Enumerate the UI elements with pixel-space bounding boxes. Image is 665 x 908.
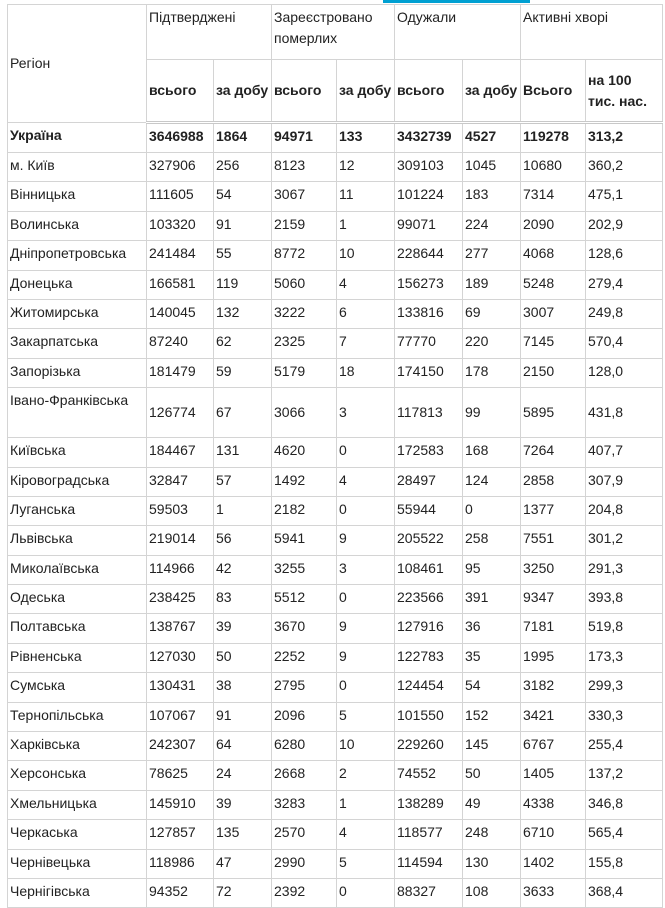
- cell-recovered-day: 35: [463, 643, 521, 672]
- cell-confirmed-total: 219014: [147, 526, 214, 555]
- cell-active-total: 7264: [521, 438, 586, 467]
- cell-recovered-total: 174150: [395, 358, 463, 387]
- header-confirmed-day: за добу: [214, 60, 272, 123]
- cell-confirmed-day: 1864: [214, 123, 272, 153]
- cell-confirmed-total: 238425: [147, 585, 214, 614]
- cell-region: Одеська: [8, 585, 147, 614]
- header-recovered: Одужали: [395, 5, 521, 60]
- cell-region: Львівська: [8, 526, 147, 555]
- cell-recovered-day: 95: [463, 555, 521, 584]
- cell-active-per100k: 155,8: [586, 849, 663, 878]
- cell-active-total: 2090: [521, 211, 586, 240]
- cell-deaths-total: 2392: [272, 878, 337, 907]
- cell-deaths-total: 5179: [272, 358, 337, 387]
- table-row: [8, 388, 663, 438]
- cell-confirmed-day: 38: [214, 673, 272, 702]
- cell-confirmed-total: 3646988: [147, 123, 214, 153]
- cell-confirmed-day: 47: [214, 849, 272, 878]
- cell-confirmed-total: 32847: [147, 467, 214, 496]
- cell-deaths-day: 9: [337, 526, 395, 555]
- cell-deaths-total: 3283: [272, 790, 337, 819]
- cell-recovered-day: 183: [463, 182, 521, 211]
- cell-recovered-day: 124: [463, 467, 521, 496]
- cell-deaths-day: 3: [337, 555, 395, 584]
- cell-region: Вінницька: [8, 182, 147, 211]
- cell-region: Хмельницька: [8, 790, 147, 819]
- header-active-per100k: на 100 тис. нас.: [586, 60, 663, 123]
- cell-active-total: 3182: [521, 673, 586, 702]
- cell-active-per100k: 204,8: [586, 496, 663, 525]
- cell-deaths-total: 5512: [272, 585, 337, 614]
- cell-active-total: 3421: [521, 702, 586, 731]
- cell-deaths-day: 1: [337, 790, 395, 819]
- cell-region: Полтавська: [8, 614, 147, 643]
- cell-recovered-total: 205522: [395, 526, 463, 555]
- cell-active-total: 7314: [521, 182, 586, 211]
- cell-recovered-total: 122783: [395, 643, 463, 672]
- header-confirmed: Підтверджені: [147, 5, 272, 60]
- cell-confirmed-total: 140045: [147, 299, 214, 328]
- table-row: [8, 585, 663, 614]
- cell-active-per100k: 368,4: [586, 878, 663, 907]
- cell-deaths-day: 0: [337, 878, 395, 907]
- cell-confirmed-total: 242307: [147, 732, 214, 761]
- cell-region: Кіровоградська: [8, 467, 147, 496]
- cell-active-total: 2858: [521, 467, 586, 496]
- cell-deaths-day: 0: [337, 585, 395, 614]
- cell-confirmed-total: 127030: [147, 643, 214, 672]
- cell-active-total: 2150: [521, 358, 586, 387]
- cell-deaths-total: 2252: [272, 643, 337, 672]
- table-row: [8, 878, 663, 907]
- cell-recovered-day: 130: [463, 849, 521, 878]
- cell-recovered-total: 117813: [395, 388, 463, 438]
- cell-active-total: 7551: [521, 526, 586, 555]
- cell-active-per100k: 565,4: [586, 820, 663, 849]
- cell-confirmed-day: 1: [214, 496, 272, 525]
- cell-active-total: 5895: [521, 388, 586, 438]
- cell-deaths-day: 1: [337, 211, 395, 240]
- cell-deaths-day: 0: [337, 496, 395, 525]
- cell-confirmed-total: 138767: [147, 614, 214, 643]
- cell-active-per100k: 128,0: [586, 358, 663, 387]
- table-row: [8, 555, 663, 584]
- cell-recovered-day: 99: [463, 388, 521, 438]
- cell-deaths-total: 3670: [272, 614, 337, 643]
- cell-confirmed-day: 39: [214, 614, 272, 643]
- cell-recovered-day: 168: [463, 438, 521, 467]
- header-active: Активні хворі: [521, 5, 663, 60]
- cell-active-total: 1377: [521, 496, 586, 525]
- cell-confirmed-total: 126774: [147, 388, 214, 438]
- cell-confirmed-day: 62: [214, 329, 272, 358]
- cell-active-total: 119278: [521, 123, 586, 153]
- cell-confirmed-day: 135: [214, 820, 272, 849]
- header-deaths: Зареєстровано померлих: [272, 5, 395, 60]
- cell-recovered-total: 127916: [395, 614, 463, 643]
- cell-deaths-total: 3066: [272, 388, 337, 438]
- cell-region: Закарпатська: [8, 329, 147, 358]
- table-row: [8, 849, 663, 878]
- cell-region: Луганська: [8, 496, 147, 525]
- cell-recovered-total: 101550: [395, 702, 463, 731]
- cell-recovered-total: 88327: [395, 878, 463, 907]
- cell-active-per100k: 202,9: [586, 211, 663, 240]
- table-row: [8, 761, 663, 790]
- cell-confirmed-total: 111605: [147, 182, 214, 211]
- cell-active-per100k: 393,8: [586, 585, 663, 614]
- cell-recovered-total: 309103: [395, 153, 463, 182]
- cell-region: Донецька: [8, 270, 147, 299]
- cell-recovered-day: 258: [463, 526, 521, 555]
- cell-region: Україна: [8, 123, 147, 153]
- cell-confirmed-day: 59: [214, 358, 272, 387]
- cell-confirmed-day: 64: [214, 732, 272, 761]
- cell-recovered-day: 189: [463, 270, 521, 299]
- cell-active-total: 6710: [521, 820, 586, 849]
- cell-active-per100k: 330,3: [586, 702, 663, 731]
- cell-recovered-day: 224: [463, 211, 521, 240]
- cell-confirmed-day: 91: [214, 702, 272, 731]
- table-row: [8, 496, 663, 525]
- cell-active-total: 3007: [521, 299, 586, 328]
- table-row: [8, 270, 663, 299]
- cell-region: Київська: [8, 438, 147, 467]
- cell-recovered-day: 0: [463, 496, 521, 525]
- cell-deaths-total: 2570: [272, 820, 337, 849]
- cell-confirmed-day: 54: [214, 182, 272, 211]
- cell-deaths-day: 10: [337, 241, 395, 270]
- cell-region: Миколаївська: [8, 555, 147, 584]
- cell-active-total: 5248: [521, 270, 586, 299]
- cell-active-per100k: 291,3: [586, 555, 663, 584]
- cell-active-per100k: 301,2: [586, 526, 663, 555]
- cell-deaths-total: 4620: [272, 438, 337, 467]
- table-row: [8, 153, 663, 182]
- header-region: Регіон: [8, 5, 147, 123]
- cell-confirmed-total: 107067: [147, 702, 214, 731]
- cell-confirmed-day: 91: [214, 211, 272, 240]
- table-row: [8, 329, 663, 358]
- cell-active-total: 1405: [521, 761, 586, 790]
- cell-active-per100k: 570,4: [586, 329, 663, 358]
- cell-confirmed-total: 59503: [147, 496, 214, 525]
- cell-recovered-day: 49: [463, 790, 521, 819]
- cell-region: Запорізька: [8, 358, 147, 387]
- cell-recovered-day: 4527: [463, 123, 521, 153]
- cell-active-per100k: 407,7: [586, 438, 663, 467]
- cell-deaths-day: 9: [337, 643, 395, 672]
- cell-deaths-total: 2159: [272, 211, 337, 240]
- cell-recovered-day: 69: [463, 299, 521, 328]
- cell-confirmed-total: 130431: [147, 673, 214, 702]
- cell-deaths-total: 2182: [272, 496, 337, 525]
- cell-confirmed-total: 114966: [147, 555, 214, 584]
- header-deaths-total: всього: [272, 60, 337, 123]
- cell-confirmed-total: 241484: [147, 241, 214, 270]
- cell-deaths-total: 2668: [272, 761, 337, 790]
- cell-recovered-total: 28497: [395, 467, 463, 496]
- cell-confirmed-total: 87240: [147, 329, 214, 358]
- cell-recovered-total: 101224: [395, 182, 463, 211]
- cell-confirmed-day: 131: [214, 438, 272, 467]
- cell-confirmed-total: 145910: [147, 790, 214, 819]
- cell-confirmed-day: 57: [214, 467, 272, 496]
- cell-active-per100k: 279,4: [586, 270, 663, 299]
- cell-recovered-day: 54: [463, 673, 521, 702]
- table-body: [8, 153, 663, 908]
- cell-confirmed-total: 166581: [147, 270, 214, 299]
- cell-region: Дніпропетровська: [8, 241, 147, 270]
- cell-deaths-total: 3222: [272, 299, 337, 328]
- cell-recovered-total: 74552: [395, 761, 463, 790]
- cell-confirmed-day: 50: [214, 643, 272, 672]
- cell-active-per100k: 137,2: [586, 761, 663, 790]
- header-confirmed-total: всього: [147, 60, 214, 123]
- cell-deaths-total: 6280: [272, 732, 337, 761]
- cell-confirmed-day: 24: [214, 761, 272, 790]
- cell-recovered-total: 3432739: [395, 123, 463, 153]
- cell-recovered-total: 228644: [395, 241, 463, 270]
- cell-region: Волинська: [8, 211, 147, 240]
- cell-active-total: 10680: [521, 153, 586, 182]
- cell-recovered-total: 118577: [395, 820, 463, 849]
- cell-deaths-total: 2096: [272, 702, 337, 731]
- cell-deaths-day: 0: [337, 673, 395, 702]
- cell-active-per100k: 346,8: [586, 790, 663, 819]
- cell-active-per100k: 313,2: [586, 123, 663, 153]
- cell-recovered-total: 172583: [395, 438, 463, 467]
- cell-deaths-total: 8123: [272, 153, 337, 182]
- cell-confirmed-day: 56: [214, 526, 272, 555]
- cell-active-per100k: 128,6: [586, 241, 663, 270]
- cell-deaths-day: 6: [337, 299, 395, 328]
- cell-recovered-total: 223566: [395, 585, 463, 614]
- cell-active-total: 1995: [521, 643, 586, 672]
- cell-deaths-day: 7: [337, 329, 395, 358]
- cell-recovered-total: 156273: [395, 270, 463, 299]
- cell-active-total: 4338: [521, 790, 586, 819]
- cell-region: Івано-Франківська: [8, 388, 147, 438]
- cell-confirmed-total: 118986: [147, 849, 214, 878]
- cell-recovered-day: 152: [463, 702, 521, 731]
- table-row: [8, 241, 663, 270]
- table-row: [8, 820, 663, 849]
- cell-recovered-total: 138289: [395, 790, 463, 819]
- header-deaths-day: за добу: [337, 60, 395, 123]
- cell-confirmed-day: 55: [214, 241, 272, 270]
- cell-confirmed-day: 42: [214, 555, 272, 584]
- header-recovered-total: всього: [395, 60, 463, 123]
- table-row: [8, 182, 663, 211]
- cell-deaths-day: 5: [337, 849, 395, 878]
- table-row: [8, 438, 663, 467]
- cell-deaths-day: 9: [337, 614, 395, 643]
- cell-active-total: 3250: [521, 555, 586, 584]
- cell-deaths-total: 94971: [272, 123, 337, 153]
- cell-confirmed-day: 67: [214, 388, 272, 438]
- cell-deaths-day: 4: [337, 467, 395, 496]
- table-row: [8, 643, 663, 672]
- cell-region: Чернівецька: [8, 849, 147, 878]
- cell-deaths-day: 18: [337, 358, 395, 387]
- cell-active-per100k: 431,8: [586, 388, 663, 438]
- cell-deaths-day: 0: [337, 438, 395, 467]
- cell-confirmed-total: 327906: [147, 153, 214, 182]
- header-active-total: Всього: [521, 60, 586, 123]
- cell-confirmed-total: 127857: [147, 820, 214, 849]
- cell-recovered-total: 133816: [395, 299, 463, 328]
- table-row: [8, 526, 663, 555]
- cell-confirmed-day: 83: [214, 585, 272, 614]
- cell-confirmed-total: 103320: [147, 211, 214, 240]
- table-row: [8, 732, 663, 761]
- cell-active-per100k: 299,3: [586, 673, 663, 702]
- cell-region: Сумська: [8, 673, 147, 702]
- cell-recovered-day: 277: [463, 241, 521, 270]
- cell-recovered-day: 108: [463, 878, 521, 907]
- cell-region: Харківська: [8, 732, 147, 761]
- table-row: [8, 790, 663, 819]
- cell-confirmed-day: 256: [214, 153, 272, 182]
- cell-deaths-day: 4: [337, 820, 395, 849]
- cell-active-per100k: 475,1: [586, 182, 663, 211]
- cell-recovered-total: 229260: [395, 732, 463, 761]
- cell-region: Житомирська: [8, 299, 147, 328]
- cell-deaths-total: 8772: [272, 241, 337, 270]
- cell-confirmed-day: 39: [214, 790, 272, 819]
- cell-deaths-total: 3255: [272, 555, 337, 584]
- cell-active-per100k: 307,9: [586, 467, 663, 496]
- cell-region: Черкаська: [8, 820, 147, 849]
- cell-confirmed-day: 132: [214, 299, 272, 328]
- cell-active-per100k: 360,2: [586, 153, 663, 182]
- cell-active-per100k: 249,8: [586, 299, 663, 328]
- cell-confirmed-total: 94352: [147, 878, 214, 907]
- cell-confirmed-day: 119: [214, 270, 272, 299]
- cell-deaths-day: 5: [337, 702, 395, 731]
- cell-confirmed-total: 184467: [147, 438, 214, 467]
- cell-deaths-day: 12: [337, 153, 395, 182]
- cell-recovered-total: 55944: [395, 496, 463, 525]
- cell-deaths-day: 2: [337, 761, 395, 790]
- table-row: [8, 467, 663, 496]
- cell-active-total: 4068: [521, 241, 586, 270]
- table-row: [8, 614, 663, 643]
- cell-deaths-day: 4: [337, 270, 395, 299]
- cell-recovered-total: 124454: [395, 673, 463, 702]
- cell-deaths-total: 5060: [272, 270, 337, 299]
- table-row-total: [8, 123, 663, 153]
- cell-active-total: 7145: [521, 329, 586, 358]
- cell-deaths-day: 11: [337, 182, 395, 211]
- cell-recovered-day: 391: [463, 585, 521, 614]
- cell-region: Херсонська: [8, 761, 147, 790]
- cell-recovered-day: 145: [463, 732, 521, 761]
- cell-active-total: 9347: [521, 585, 586, 614]
- cell-region: Рівненська: [8, 643, 147, 672]
- cell-active-total: 7181: [521, 614, 586, 643]
- cell-region: Чернігівська: [8, 878, 147, 907]
- table-row: [8, 299, 663, 328]
- cell-recovered-total: 114594: [395, 849, 463, 878]
- cell-deaths-total: 3067: [272, 182, 337, 211]
- cell-recovered-day: 50: [463, 761, 521, 790]
- cell-recovered-day: 1045: [463, 153, 521, 182]
- cell-active-per100k: 519,8: [586, 614, 663, 643]
- cell-deaths-day: 10: [337, 732, 395, 761]
- cell-deaths-total: 1492: [272, 467, 337, 496]
- cell-recovered-day: 36: [463, 614, 521, 643]
- table-row: [8, 358, 663, 387]
- cell-active-per100k: 173,3: [586, 643, 663, 672]
- cell-deaths-day: 133: [337, 123, 395, 153]
- cell-recovered-day: 178: [463, 358, 521, 387]
- cell-recovered-total: 77770: [395, 329, 463, 358]
- cell-deaths-total: 2990: [272, 849, 337, 878]
- cell-confirmed-total: 78625: [147, 761, 214, 790]
- table-row: [8, 702, 663, 731]
- table-row: [8, 673, 663, 702]
- cell-recovered-total: 108461: [395, 555, 463, 584]
- cell-confirmed-day: 72: [214, 878, 272, 907]
- cell-active-per100k: 255,4: [586, 732, 663, 761]
- table-row: [8, 211, 663, 240]
- covid-regions-table: [7, 4, 663, 908]
- cell-recovered-total: 99071: [395, 211, 463, 240]
- cell-deaths-day: 3: [337, 388, 395, 438]
- cell-confirmed-total: 181479: [147, 358, 214, 387]
- cell-deaths-total: 5941: [272, 526, 337, 555]
- cell-deaths-total: 2795: [272, 673, 337, 702]
- cell-active-total: 1402: [521, 849, 586, 878]
- cell-active-total: 3633: [521, 878, 586, 907]
- cell-recovered-day: 248: [463, 820, 521, 849]
- header-recovered-day: за добу: [463, 60, 521, 123]
- cell-region: Тернопільська: [8, 702, 147, 731]
- link-underline[interactable]: [383, 0, 530, 3]
- cell-active-total: 6767: [521, 732, 586, 761]
- cell-recovered-day: 220: [463, 329, 521, 358]
- cell-region: м. Київ: [8, 153, 147, 182]
- cell-deaths-total: 2325: [272, 329, 337, 358]
